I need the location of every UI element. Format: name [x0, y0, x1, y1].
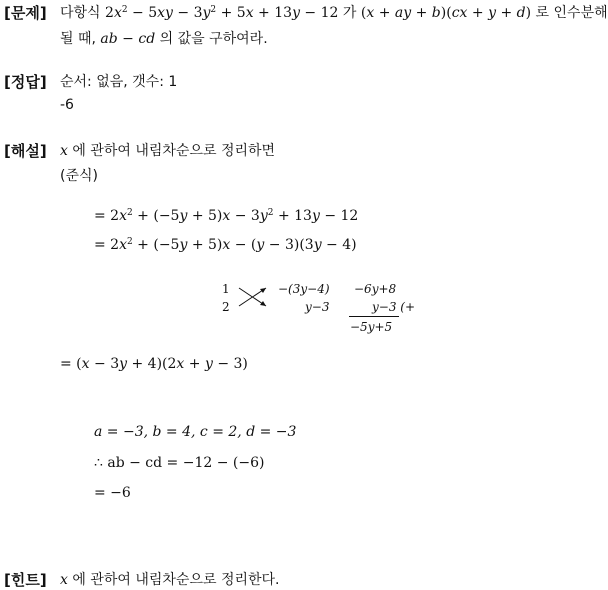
problem-end: 로 인수분해 — [535, 5, 608, 21]
problem-line2-suffix: 의 값을 구하여라. — [159, 31, 268, 47]
cross-product-bottom: y−3 (+ — [372, 300, 416, 314]
cross-left-top: 1 — [222, 282, 230, 296]
answer-line-1: 순서: 없음, 갯수: 1 — [60, 74, 178, 90]
cross-right-top: −(3y−4) — [278, 282, 330, 296]
explanation-final: = −6 — [94, 485, 131, 501]
problem-line-2 — [60, 28, 268, 48]
problem-polynomial: $2x^2 - 5xy - 3y^2 + 5x + 13y - 12$ — [105, 5, 339, 21]
problem-tag: [문제] — [4, 4, 47, 22]
answer-value: -6 — [60, 97, 74, 113]
explanation-original-label: (준식) — [60, 168, 98, 184]
hint-variable-x: x — [60, 572, 68, 588]
explanation-therefore: ∴ ab − cd = −12 − (−6) — [94, 455, 265, 471]
explanation-tag: [해설] — [4, 142, 47, 160]
hint-tag: [힌트] — [4, 571, 47, 589]
cross-arrows-icon — [236, 284, 270, 310]
hint-text-body: 에 관하여 내림차순으로 정리한다. — [72, 572, 280, 588]
explanation-intro-text: 에 관하여 내림차순으로 정리하면 — [72, 143, 276, 159]
problem-prefix: 다항식 — [60, 5, 101, 21]
explanation-intro — [60, 140, 275, 160]
answer-tag: [정답] — [4, 73, 47, 91]
problem-target-expression: ab − cd — [100, 31, 156, 47]
problem-factored-form: (x + ay + b)(cx + y + d) — [360, 5, 532, 21]
cross-product-top: −6y+8 — [354, 282, 397, 296]
problem-particle: 가 — [342, 5, 357, 21]
cross-left-bottom: 2 — [222, 300, 230, 314]
cross-sum-divider — [349, 316, 399, 317]
problem-line2-prefix: 될 때, — [60, 31, 96, 47]
problem-line-1 — [60, 2, 608, 22]
explanation-step-1: = $2x^2 + (-5y + 5)x - 3y^2 + 13y - 12$ — [94, 208, 359, 224]
explanation-factored-result: = (x − 3y + 4)(2x + y − 3) — [60, 356, 248, 372]
cross-right-bottom: y−3 — [305, 300, 330, 314]
hint-text — [60, 569, 280, 589]
cross-sum: −5y+5 — [350, 320, 393, 334]
variable-x: x — [60, 143, 68, 159]
explanation-step-2: = $2x^2 + (-5y + 5)x - (y - 3)(3y - 4)$ — [94, 237, 357, 253]
explanation-coefficients: a = −3, b = 4, c = 2, d = −3 — [94, 424, 297, 440]
